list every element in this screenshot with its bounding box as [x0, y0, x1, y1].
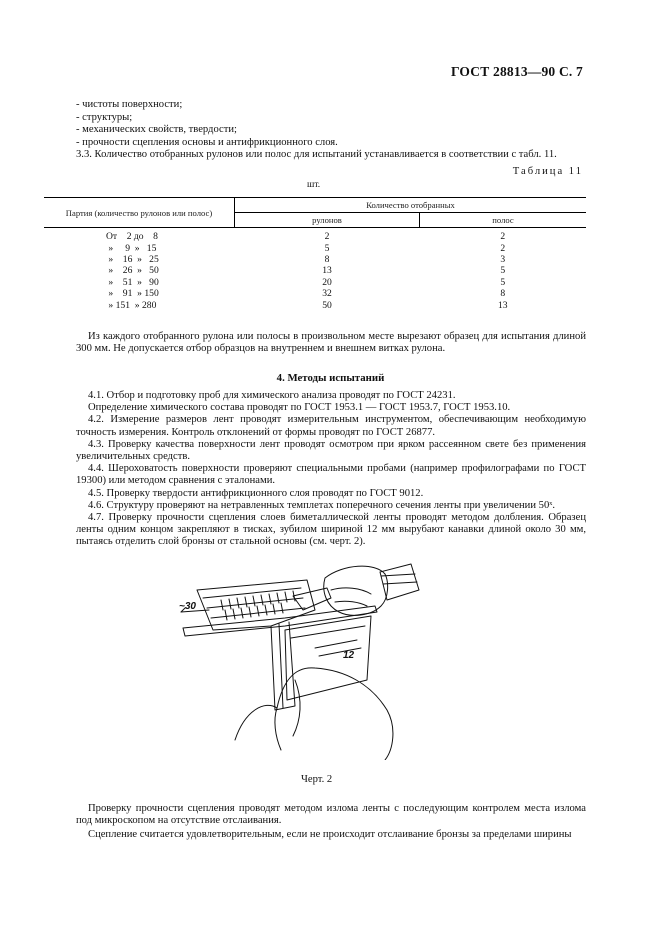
paragraph-sample	[76, 331, 586, 355]
requirements-list	[76, 99, 586, 149]
col-party-header: Партия (количество рулонов или полос)	[44, 198, 235, 228]
table-row	[44, 277, 586, 288]
paragraph-4-1b: Определение химического состава проводят по ГОСТ 1953.1 — ГОСТ 1953.7, ГОСТ 1953.10.	[88, 402, 511, 414]
paragraph-last	[76, 829, 586, 841]
cell-party: » 16 » 25	[106, 253, 159, 265]
paragraph-text: 3.3. Количество отобранных рулонов или полос для испытаний устанавливается в соответствии с табл. 11.	[76, 149, 557, 160]
section-4-body	[76, 390, 586, 549]
cell-rolls: 2	[324, 231, 330, 243]
paragraph-4-1: 4.1. Отбор и подготовку проб для химического анализа проводят по ГОСТ 24231.	[88, 390, 456, 401]
strip-top	[197, 580, 315, 630]
paragraph-text: Сцепление считается удовлетворительным, если не происходит отслаивание бронзы за пределами ширины	[88, 829, 572, 840]
hand-lower	[235, 668, 393, 760]
cell-party: » 91 » 150	[106, 288, 159, 300]
cell-rolls: 8	[324, 253, 330, 265]
cell-strips: 5	[500, 265, 506, 277]
paragraph-4-6: 4.6. Структуру проверяют на нетравленных темплетах поперечного сечения ленты при увеличении 50ˣ.	[88, 499, 555, 511]
list-item: - прочности сцепления основы и антифрикционного слоя.	[76, 136, 338, 148]
paragraph-text: Из каждого отобранного рулона или полосы в произвольном месте вырезают образец для испытания длиной 300 мм. Не допускается отбор образцов на внутреннем и внешнем витках рулона.	[76, 331, 586, 355]
cell-strips: 13	[497, 299, 508, 311]
cell-party: » 26 » 50	[106, 265, 159, 277]
table-row	[44, 300, 586, 311]
cell-strips: 3	[500, 253, 506, 265]
page-header: ГОСТ 28813—90 С. 7	[450, 64, 583, 79]
list-item: - структуры;	[76, 111, 133, 123]
cell-party: » 51 » 90	[106, 276, 159, 288]
cell-party: » 151 » 280	[106, 299, 157, 311]
cell-party: От 2 до 8	[106, 231, 158, 243]
cell-rolls: 13	[322, 265, 332, 277]
cell-rolls: 50	[322, 299, 332, 311]
paragraph-4-2: 4.2. Измерение размеров лент проводят измерительным инструментом, обеспечивающим необходимую точность измерения. Контроль отклонений от формы проводят по ГОСТ 26877.	[76, 414, 586, 438]
table-row	[44, 265, 586, 276]
table-row	[44, 254, 586, 265]
paragraph-4-5: 4.5. Проверку твердости антифрикционного слоя проводят по ГОСТ 9012.	[88, 487, 424, 499]
table-unit: шт.	[307, 180, 321, 190]
strip-bent	[271, 622, 295, 710]
col-selected-header: Количество отобранных	[235, 198, 587, 213]
table-caption: Таблица 11	[512, 166, 583, 177]
cell-strips: 2	[500, 231, 506, 243]
figure-chisel-test	[175, 560, 420, 760]
col-strips-header: полос	[420, 213, 587, 228]
col-rolls-header: рулонов	[235, 213, 420, 228]
table-row	[44, 288, 586, 299]
paragraph-text: Проверку прочности сцепления проводят методом излома ленты с последующим контролем места излома под микроскопом на отсутствие отслаивания.	[76, 803, 586, 827]
paragraph-fracture	[76, 803, 586, 827]
table-row	[44, 243, 586, 254]
figure-caption: Черт. 2	[301, 774, 333, 785]
table-row	[44, 228, 586, 243]
dim-30-label: ~30	[179, 601, 196, 612]
cell-strips: 5	[500, 276, 506, 288]
paragraph-4-7: 4.7. Проверку прочности сцепления слоев биметаллической ленты проводят методом долбления. Образец ленты одним концом закрепляют в тисках, зубилом шириной 12 мм вырубают канавки длиной около 30 мм, пытаясь отделить слой бронзы от стальной основы (см. черт. 2).	[76, 512, 586, 548]
hand-upper	[324, 566, 388, 615]
cell-rolls: 20	[322, 276, 332, 288]
list-item: - чистоты поверхности;	[76, 99, 183, 110]
section-title: 4. Методы испытаний	[276, 372, 385, 384]
cell-rolls: 5	[324, 242, 330, 254]
paragraph-4-4: 4.4. Шероховатость поверхности проверяют специальными пробами (например профилографами по ГОСТ 19300) или методом сравнения с эталонами.	[76, 463, 586, 487]
cell-rolls: 32	[322, 288, 332, 300]
table-11	[44, 197, 586, 311]
dim-12-label: 12	[343, 650, 355, 661]
cell-strips: 8	[500, 288, 506, 300]
paragraph-3-3	[76, 149, 586, 161]
cell-party: » 9 » 15	[106, 242, 157, 254]
list-item: - механических свойств, твердости;	[76, 124, 237, 136]
paragraph-4-3: 4.3. Проверку качества поверхности лент проводят осмотром при ярком рассеянном свете без применения увеличительных средств.	[76, 438, 586, 463]
cell-strips: 2	[500, 242, 506, 254]
